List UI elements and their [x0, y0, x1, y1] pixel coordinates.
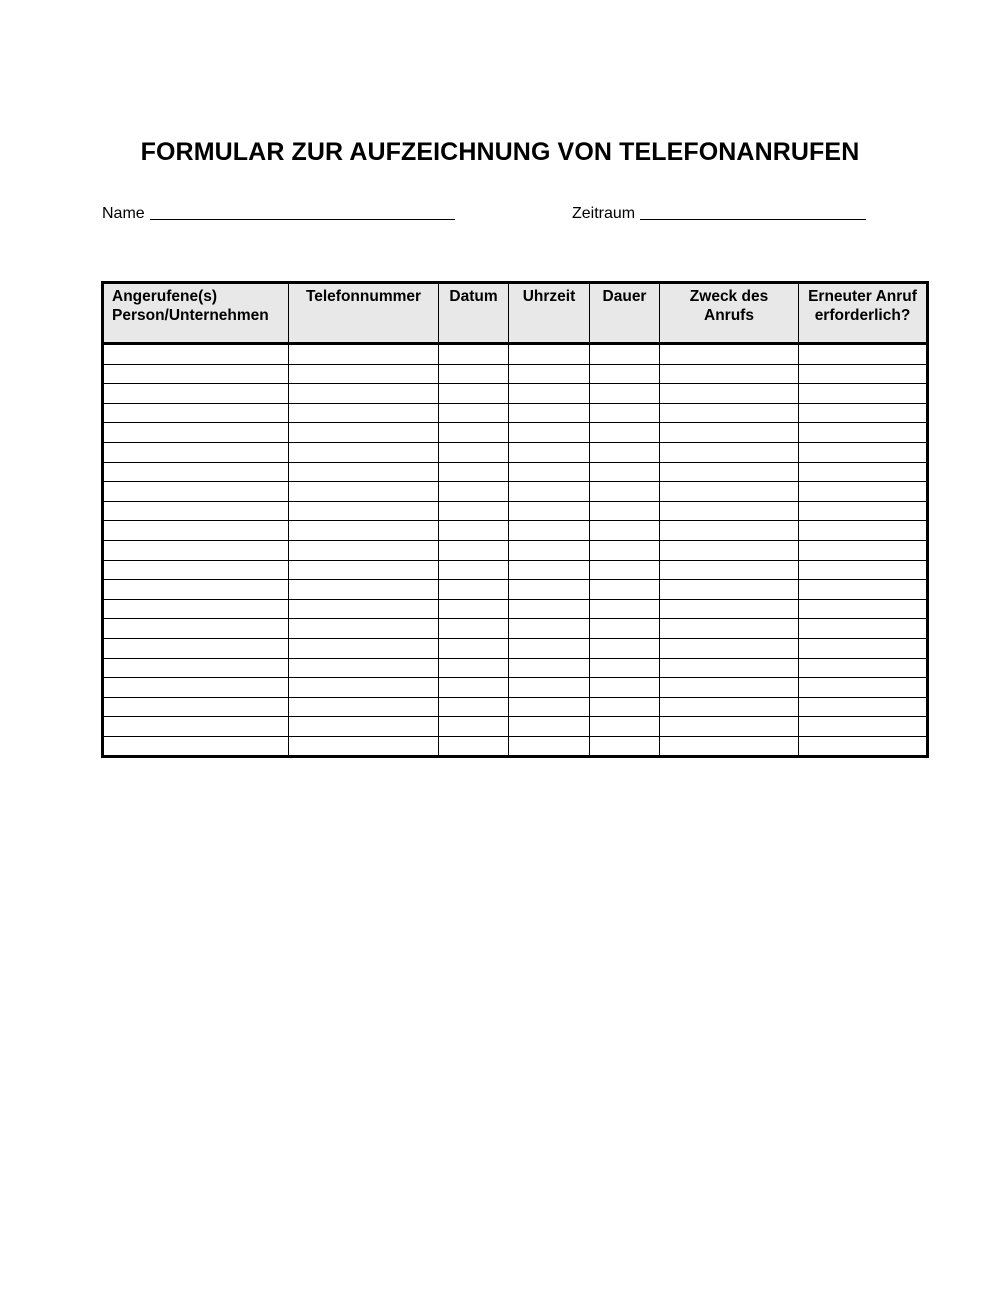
table-cell[interactable] — [660, 599, 799, 619]
table-cell[interactable] — [799, 482, 928, 502]
column-header-purpose: Zweck des Anrufs — [660, 283, 799, 344]
table-row — [103, 580, 928, 600]
table-cell[interactable] — [103, 462, 289, 482]
table-cell[interactable] — [660, 501, 799, 521]
table-cell[interactable] — [289, 658, 439, 678]
table-cell[interactable] — [289, 442, 439, 462]
table-cell[interactable] — [660, 540, 799, 560]
table-cell[interactable] — [509, 678, 590, 698]
table-cell[interactable] — [509, 442, 590, 462]
table-cell[interactable] — [660, 697, 799, 717]
table-cell[interactable] — [660, 403, 799, 423]
table-cell[interactable] — [660, 736, 799, 757]
table-cell[interactable] — [509, 482, 590, 502]
column-header-phone-number: Telefonnummer — [289, 283, 439, 344]
form-title: FORMULAR ZUR AUFZEICHNUNG VON TELEFONANRUFEN — [140, 138, 860, 166]
table-cell[interactable] — [103, 501, 289, 521]
table-cell[interactable] — [103, 540, 289, 560]
table-cell[interactable] — [660, 580, 799, 600]
table-cell[interactable] — [289, 521, 439, 541]
table-cell[interactable] — [590, 697, 660, 717]
table-cell[interactable] — [590, 521, 660, 541]
table-cell[interactable] — [660, 678, 799, 698]
table-cell[interactable] — [103, 442, 289, 462]
table-cell[interactable] — [799, 442, 928, 462]
table-header-row — [103, 283, 928, 344]
table-row — [103, 344, 928, 365]
table-cell[interactable] — [103, 678, 289, 698]
table-cell[interactable] — [103, 403, 289, 423]
table-cell[interactable] — [660, 521, 799, 541]
table-row — [103, 384, 928, 404]
table-cell[interactable] — [590, 344, 660, 365]
table-cell[interactable] — [439, 521, 509, 541]
table-cell[interactable] — [799, 580, 928, 600]
table-cell[interactable] — [289, 423, 439, 443]
table-cell[interactable] — [439, 678, 509, 698]
table-cell[interactable] — [439, 697, 509, 717]
table-cell[interactable] — [509, 736, 590, 757]
table-row — [103, 638, 928, 658]
table-cell[interactable] — [590, 384, 660, 404]
table-cell[interactable] — [590, 580, 660, 600]
period-label: Zeitraum — [572, 205, 636, 222]
table-cell[interactable] — [439, 403, 509, 423]
table-cell[interactable] — [103, 697, 289, 717]
table-cell[interactable] — [509, 540, 590, 560]
table-cell[interactable] — [799, 344, 928, 365]
table-cell[interactable] — [590, 462, 660, 482]
table-cell[interactable] — [439, 580, 509, 600]
table-cell[interactable] — [799, 462, 928, 482]
table-cell[interactable] — [509, 403, 590, 423]
table-cell[interactable] — [103, 344, 289, 365]
table-cell[interactable] — [439, 736, 509, 757]
name-field — [102, 205, 455, 223]
table-cell[interactable] — [590, 442, 660, 462]
table-cell[interactable] — [799, 678, 928, 698]
table-cell[interactable] — [799, 364, 928, 384]
table-row — [103, 482, 928, 502]
table-cell[interactable] — [799, 560, 928, 580]
table-cell[interactable] — [439, 658, 509, 678]
table-cell[interactable] — [799, 423, 928, 443]
table-cell[interactable] — [509, 599, 590, 619]
table-cell[interactable] — [103, 599, 289, 619]
table-cell[interactable] — [660, 619, 799, 639]
column-header-called-party: Angerufene(s) Person/Unternehmen — [103, 283, 289, 344]
table-cell[interactable] — [289, 403, 439, 423]
table-cell[interactable] — [590, 560, 660, 580]
table-cell[interactable] — [439, 462, 509, 482]
table-cell[interactable] — [439, 482, 509, 502]
table-cell[interactable] — [289, 344, 439, 365]
table-cell[interactable] — [799, 540, 928, 560]
column-header-duration: Dauer — [590, 283, 660, 344]
table-cell[interactable] — [590, 678, 660, 698]
table-row — [103, 599, 928, 619]
table-row — [103, 364, 928, 384]
table-cell[interactable] — [509, 423, 590, 443]
table-body — [103, 344, 928, 757]
table-cell[interactable] — [509, 658, 590, 678]
table-cell[interactable] — [103, 736, 289, 757]
table-row — [103, 423, 928, 443]
period-input-line[interactable] — [640, 205, 866, 220]
table-row — [103, 658, 928, 678]
table-cell[interactable] — [439, 501, 509, 521]
table-cell[interactable] — [799, 599, 928, 619]
table-cell[interactable] — [289, 540, 439, 560]
table-cell[interactable] — [660, 560, 799, 580]
table-cell[interactable] — [509, 619, 590, 639]
table-cell[interactable] — [439, 384, 509, 404]
table-cell[interactable] — [660, 462, 799, 482]
table-cell[interactable] — [289, 619, 439, 639]
table-cell[interactable] — [103, 580, 289, 600]
table-cell[interactable] — [590, 423, 660, 443]
table-cell[interactable] — [799, 501, 928, 521]
table-cell[interactable] — [509, 560, 590, 580]
table-cell[interactable] — [103, 384, 289, 404]
table-row — [103, 501, 928, 521]
table-cell[interactable] — [509, 501, 590, 521]
table-cell[interactable] — [799, 658, 928, 678]
table-cell[interactable] — [509, 344, 590, 365]
column-header-date: Datum — [439, 283, 509, 344]
table-cell[interactable] — [509, 717, 590, 737]
table-cell[interactable] — [590, 403, 660, 423]
table-cell[interactable] — [103, 423, 289, 443]
table-row — [103, 619, 928, 639]
table-cell[interactable] — [590, 364, 660, 384]
table-row — [103, 540, 928, 560]
table-cell[interactable] — [103, 560, 289, 580]
table-cell[interactable] — [799, 619, 928, 639]
table-cell[interactable] — [439, 717, 509, 737]
table-cell[interactable] — [590, 482, 660, 502]
table-cell[interactable] — [439, 599, 509, 619]
table-cell[interactable] — [590, 599, 660, 619]
table-cell[interactable] — [590, 638, 660, 658]
table-cell[interactable] — [799, 736, 928, 757]
table-cell[interactable] — [439, 540, 509, 560]
table-row — [103, 717, 928, 737]
table-cell[interactable] — [439, 638, 509, 658]
table-cell[interactable] — [289, 580, 439, 600]
table-row — [103, 442, 928, 462]
table-cell[interactable] — [103, 619, 289, 639]
table-cell[interactable] — [439, 423, 509, 443]
column-header-time: Uhrzeit — [509, 283, 590, 344]
table-cell[interactable] — [509, 521, 590, 541]
table-cell[interactable] — [289, 717, 439, 737]
table-cell[interactable] — [660, 364, 799, 384]
table-cell[interactable] — [439, 442, 509, 462]
table-cell[interactable] — [289, 482, 439, 502]
table-cell[interactable] — [439, 344, 509, 365]
table-cell[interactable] — [509, 364, 590, 384]
table-cell[interactable] — [660, 717, 799, 737]
table-row — [103, 678, 928, 698]
table-cell[interactable] — [799, 403, 928, 423]
table-row — [103, 736, 928, 757]
table-cell[interactable] — [509, 462, 590, 482]
table-cell[interactable] — [660, 344, 799, 365]
table-cell[interactable] — [590, 619, 660, 639]
table-cell[interactable] — [799, 717, 928, 737]
table-cell[interactable] — [289, 697, 439, 717]
table-cell[interactable] — [289, 678, 439, 698]
table-row — [103, 403, 928, 423]
call-log-table — [101, 281, 929, 758]
column-header-callback-required: Erneuter Anruf erforderlich? — [799, 283, 928, 344]
table-cell[interactable] — [289, 384, 439, 404]
table-cell[interactable] — [103, 482, 289, 502]
table-cell[interactable] — [103, 638, 289, 658]
table-cell[interactable] — [660, 442, 799, 462]
table-row — [103, 560, 928, 580]
table-row — [103, 462, 928, 482]
table-cell[interactable] — [103, 658, 289, 678]
table-cell[interactable] — [103, 364, 289, 384]
table-cell[interactable] — [590, 717, 660, 737]
table-cell[interactable] — [289, 462, 439, 482]
table-cell[interactable] — [799, 697, 928, 717]
table-cell[interactable] — [590, 658, 660, 678]
table-cell[interactable] — [660, 423, 799, 443]
table-cell[interactable] — [509, 384, 590, 404]
period-field — [572, 205, 866, 223]
table-cell[interactable] — [509, 697, 590, 717]
table-cell[interactable] — [289, 638, 439, 658]
table-cell[interactable] — [509, 638, 590, 658]
table-cell[interactable] — [509, 580, 590, 600]
table-cell[interactable] — [289, 736, 439, 757]
table-cell[interactable] — [660, 638, 799, 658]
table-cell[interactable] — [289, 560, 439, 580]
table-cell[interactable] — [439, 560, 509, 580]
table-cell[interactable] — [439, 619, 509, 639]
table-cell[interactable] — [103, 717, 289, 737]
name-input-line[interactable] — [150, 205, 455, 220]
table-cell[interactable] — [660, 658, 799, 678]
table-cell[interactable] — [799, 638, 928, 658]
table-cell[interactable] — [590, 540, 660, 560]
table-cell[interactable] — [660, 482, 799, 502]
table-cell[interactable] — [799, 521, 928, 541]
table-cell[interactable] — [289, 599, 439, 619]
table-cell[interactable] — [799, 384, 928, 404]
table-row — [103, 521, 928, 541]
table-cell[interactable] — [289, 501, 439, 521]
table-cell[interactable] — [439, 364, 509, 384]
name-label: Name — [102, 205, 145, 222]
table-cell[interactable] — [660, 384, 799, 404]
table-cell[interactable] — [590, 501, 660, 521]
table-cell[interactable] — [590, 736, 660, 757]
table-cell[interactable] — [103, 521, 289, 541]
table-cell[interactable] — [289, 364, 439, 384]
table-row — [103, 697, 928, 717]
